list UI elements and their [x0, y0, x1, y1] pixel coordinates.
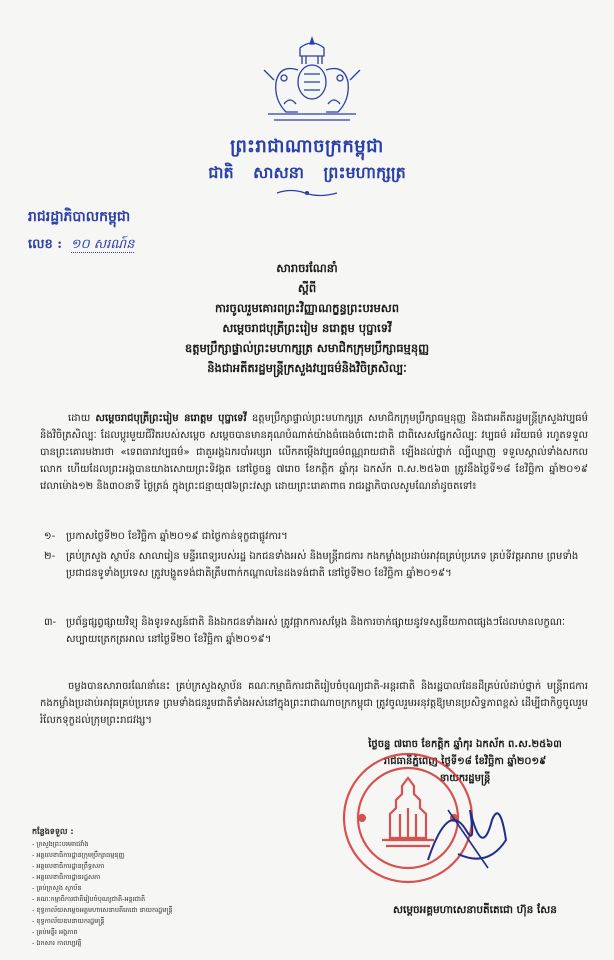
- recipient-item: - ក្រសួងព្រះបរមរាជវាំង: [32, 839, 272, 850]
- recipients-list: [32, 826, 272, 949]
- reference-value: ១០ សរណ៍ន: [70, 237, 135, 252]
- subject-line: សម្តេចរាជបុត្រីព្រះរៀម នរោត្តម បុប្ផាទេវី: [222, 321, 392, 335]
- reference-number: [28, 236, 134, 255]
- item-number: ១-: [44, 531, 56, 542]
- intro-paragraph: [40, 410, 588, 495]
- intro-word: ដោយ: [68, 413, 91, 424]
- instruction-item: [44, 528, 586, 545]
- document-type: សារាចរណែនាំ: [276, 261, 338, 275]
- subject-line: ការចូលរួមគោរពព្រះវិញ្ញាណក្ខន្ធព្រះបរមសព: [214, 301, 400, 315]
- closing-paragraph: ចម្លងបានសារាចរណែនាំនេះ គ្រប់ក្រសួងស្ថាប័ន គណៈកម្មាធិការជាតិរៀបចំបុណ្យជាតិ-អន្តរជាតិ និងរដ្ឋបាលដែនដីគ្រប់លំដាប់ថ្នាក់ មន្ត្រីរាជការ កងកម្លាំងប្រដាប់អាវុធគ្រប់ប្រភេទ ព្រមទាំងជនរួមជាតិទាំងអស់នៅក្នុងព្រះរាជាណាចក្រកម្ពុជា ត្រូវចូលរួមអនុវត្តឱ្យមានប្រសិទ្ធភាពខ្ពស់ ដើម្បីជាកិច្ចចូលរួមរំលែកទុក្ខដល់ក្រុមព្រះរាជវង្ស។: [40, 681, 588, 726]
- item-number: ២-: [44, 551, 56, 562]
- kingdom-name: ព្រះរាជាណាចក្រកម្ពុជា: [230, 136, 384, 157]
- recipient-item: - គណៈកម្មាធិការជាតិរៀបចំបុណ្យជាតិ-អន្តរជាតិ: [32, 894, 272, 905]
- recipient-item: - អគ្គលេខាធិការដ្ឋានព្រឹទ្ធសភា: [32, 861, 272, 872]
- intro-rest: ឧត្តមប្រឹក្សាផ្ទាល់ព្រះមហាក្សត្រ សមាជិកក្រុមប្រឹក្សាធម្មនុញ្ញ និងជាអតីតរដ្ឋមន្ត្រីក្រសួងវប្បធម៌និងវិចិត្រសិល្បៈ ដែលប្តូរមួយជីវិតរបស់សម្តេច សម្តេចបានមានគុណបំណាត់យ៉ាងធំធេងចំពោះជាតិ ជាពិសេសផ្នែកសិល្បៈ វប្បធម៌ អរិយធម៌ រហូតទទួលបានព្រះគោរមងារថា «ទេពធារាវប្បធម៌» ជាតួអង្គឯករបាំអប្សរា លើកតម្កើងវប្បធម៌ពណ្ណរាយជាតិ ឡើងដល់ថ្នាក់ ល្បីល្បាញ ទទួលស្គាល់ទាំងសកលលោក ហើយដែលព្រះអង្គបានយាងសោយព្រះទិវង្គត នៅថ្ងៃចន្ទ ៧រោច ខែកត្តិក ឆ្នាំកុរ ឯកស័ក ព.ស.២៥៦៣ ត្រូវនឹងថ្ងៃទី១៨ ខែវិច្ឆិកា ឆ្នាំ២០១៩ វេលាម៉ោង១២ និង៣០នាទី ថ្ងៃត្រង់ ក្នុងព្រះជន្មាយុ៧៦ព្រះវស្សា ដោយព្រះរោគាពាធ រាជរដ្ឋាភិបាលសូមណែនាំដូចតទៅ៖: [40, 413, 588, 492]
- recipient-item: - ឯកសារ កាលប្បវត្តិ: [32, 938, 272, 949]
- recipient-item: - គ្រប់មន្ទីរ អង្គភាព: [32, 927, 272, 938]
- intro-name: សម្តេចរាជបុត្រីព្រះរៀម នរោត្តម បុប្ផាទេវី: [95, 413, 247, 424]
- recipient-item: - អគ្គលេខាធិការដ្ឋានរដ្ឋសភា: [32, 872, 272, 883]
- recipient-item: - ខុទ្ទកាល័យសម្តេចអគ្គមហាសេនាបតីតេជោ នាយករដ្ឋមន្ត្រី: [32, 905, 272, 916]
- reference-label: លេខ :: [28, 237, 63, 252]
- tinh-divider-ornament-icon: [275, 188, 339, 198]
- item-text: គ្រប់ក្រសួង ស្ថាប័ន សាលារៀន មន្ទីរពេទ្យរបស់រដ្ឋ ឯកជនទាំងអស់ និងមន្ត្រីរាជការ កងកម្លាំងប្រដាប់អាវុធគ្រប់ប្រភេទ គ្រប់ទីវត្តអារាម ព្រមទាំងប្រជាជនទូទាំងប្រទេស ត្រូវបង្ហូតទង់ជាតិត្រឹមពាក់កណ្តាលនៃដងទង់ជាតិ នៅថ្ងៃទី២០ ខែវិច្ឆិកា ឆ្នាំ២០១៩។: [66, 551, 579, 579]
- recipients-heading: កន្លែងទទួល :: [32, 827, 74, 836]
- subject-line: ឧត្តមប្រឹក្សាផ្ទាល់ព្រះមហាក្សត្រ សមាជិកក្រុមប្រឹក្សាធម្មនុញ្ញ: [184, 341, 430, 355]
- item-text: ប្រព័ន្ធផ្សព្វផ្សាយវិទ្យុ និងទូរទស្សន៍ជាតិ និងឯកជនទាំងអស់ ត្រូវផ្អាកការសម្តែង និងការចាក់ផ្សាយនូវទស្សនីយភាពផ្សេងៗដែលមានលក្ខណៈសប្បាយត្រេកត្រអាល នៅថ្ងៃទី២០ ខែវិច្ឆិកា ឆ្នាំ២០១៩។: [66, 617, 566, 645]
- handwritten-signature-icon: [418, 790, 518, 880]
- recipient-item: - គ្រប់ក្រសួង ស្ថាប័ន: [32, 883, 272, 894]
- signer-name: សម្តេចអគ្គមហាសេនាបតីតេជោ ហ៊ុន សែន: [393, 904, 557, 916]
- royal-arms-emblem-icon: [254, 34, 370, 126]
- recipient-item: - អគ្គលេខាធិការដ្ឋានក្រុមប្រឹក្សាធម្មនុញ្ញ: [32, 850, 272, 861]
- instruction-item: [44, 548, 586, 582]
- item-number: ៣-: [44, 617, 57, 628]
- instruction-item: [44, 614, 586, 648]
- solar-date: រាជធានីភ្នំពេញ ថ្ងៃទី១៨ ខែវិច្ឆិកា ឆ្នាំ២០១៩: [383, 756, 547, 767]
- subject-about: ស្តីពី: [297, 281, 317, 295]
- item-text: ប្រកាសថ្ងៃទី២០ ខែវិច្ឆិកា ឆ្នាំ២០១៩ ជាថ្ងៃកាន់ទុក្ខជាផ្លូវការ។: [66, 531, 288, 542]
- recipient-item: - ខុទ្ទកាល័យឧបនាយករដ្ឋមន្ត្រី: [32, 916, 272, 927]
- government-name: រាជរដ្ឋាភិបាលកម្ពុជា: [28, 209, 131, 225]
- lunar-date: ថ្ងៃចន្ទ ៧រោច ខែកត្តិក ឆ្នាំកុរ ឯកស័ក ព.ស.២៥៦៣: [368, 739, 562, 750]
- national-motto: ជាតិ សាសនា ព្រះមហាក្សត្រ: [208, 163, 406, 182]
- signer-title: នាយករដ្ឋមន្ត្រី: [439, 773, 491, 784]
- subject-line: និងជាអតីតរដ្ឋមន្ត្រីក្រសួងវប្បធម៌និងវិចិត្រសិល្បៈ: [207, 361, 407, 375]
